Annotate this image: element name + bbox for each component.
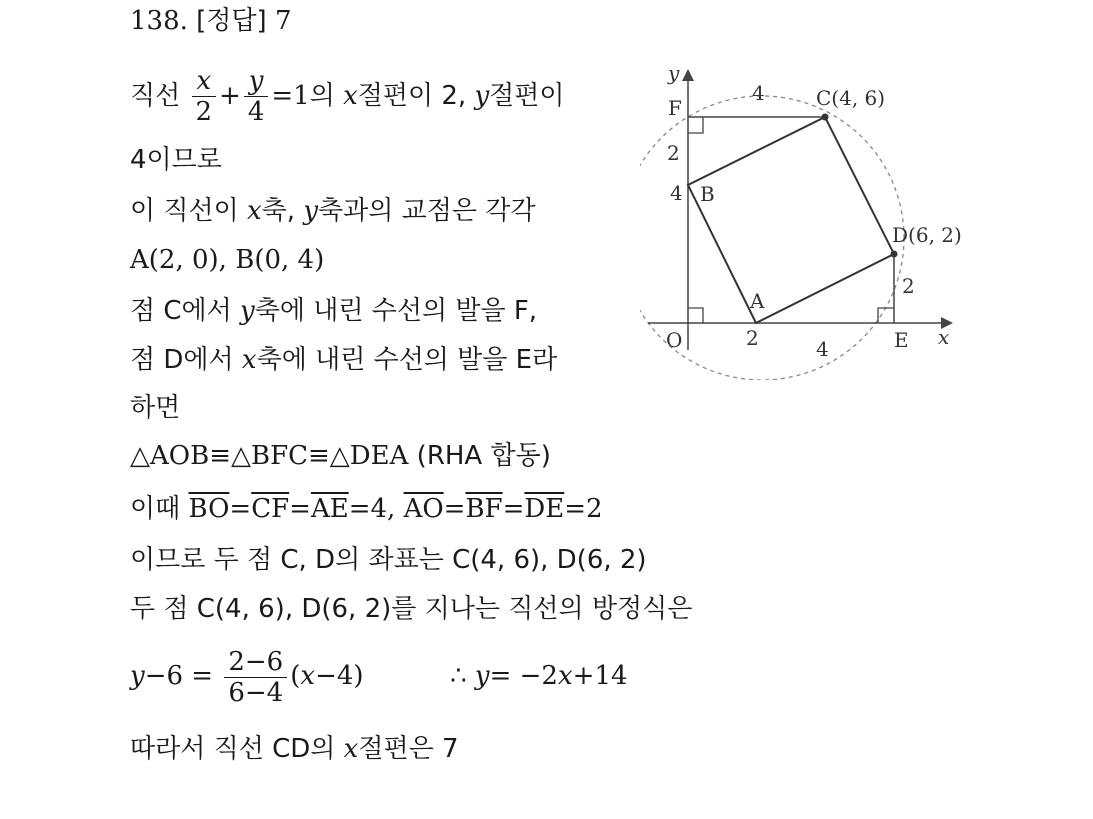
line-11: 두 점 C(4, 6), D(6, 2)를 지나는 직선의 방정식은: [130, 594, 693, 624]
answer-header: [130, 6, 292, 36]
line-2: 4이므로: [130, 145, 222, 175]
segment-cf: $\overline{CF}$: [251, 494, 290, 524]
var-x: x: [557, 661, 573, 691]
segment-ae: $\overline{AE}$: [310, 494, 349, 524]
equals: =: [443, 494, 466, 524]
congruence: △AOB≡△BFC≡△DEA: [130, 441, 409, 471]
line-7: 하면: [130, 393, 181, 423]
value: =2: [564, 494, 603, 524]
var-x: x: [241, 345, 257, 375]
text: 축,: [261, 196, 296, 226]
var-x: x: [343, 81, 358, 111]
equals: =: [229, 494, 252, 524]
var-y: y: [474, 81, 490, 111]
fraction-slope: [224, 647, 287, 708]
problem-number: 138.: [130, 6, 188, 36]
right-angle-f: [688, 117, 703, 133]
label-len-left: 2: [667, 141, 680, 165]
coordinate-figure: [640, 60, 980, 380]
fraction-y-over-4: [244, 66, 269, 127]
line-9: [130, 494, 603, 524]
text: =1의: [271, 81, 335, 111]
text: = −2: [489, 661, 558, 691]
label-f: F: [668, 96, 682, 120]
segment-bf: $\overline{BF}$: [465, 494, 503, 524]
right-angle-o: [688, 308, 703, 323]
text: (: [290, 661, 301, 691]
plus-sign: +: [219, 81, 241, 111]
var-x: x: [300, 661, 316, 691]
text: 점 D에서: [130, 345, 234, 375]
line-8: [130, 441, 551, 471]
equals: =: [502, 494, 525, 524]
var-y: y: [240, 296, 255, 326]
label-len-top: 4: [752, 81, 765, 105]
text: 따라서 직선 CD의: [130, 734, 336, 764]
label-b: B: [700, 182, 715, 206]
text: 이때: [130, 494, 181, 524]
denominator: 6−4: [228, 677, 284, 708]
numerator: 2−6: [224, 647, 287, 678]
text: 이 직선이: [130, 196, 239, 226]
text: 점 C에서: [130, 296, 232, 326]
square-abcd: [688, 117, 894, 323]
var-x: x: [247, 196, 262, 226]
text: −6 =: [144, 661, 214, 691]
fraction-x-over-2: [192, 66, 217, 127]
label-e: E: [894, 328, 909, 352]
text: 절편이 2,: [357, 81, 467, 111]
answer-value: 7: [274, 6, 292, 36]
label-d: D(6, 2): [892, 223, 962, 247]
line-12: [130, 641, 628, 711]
text: +14: [572, 661, 628, 691]
line-5: [130, 296, 537, 326]
text: 축에 내린 수선의 발을 F,: [254, 296, 538, 326]
denominator: 4: [247, 97, 265, 127]
text: 절편이: [489, 81, 565, 111]
line-1: [130, 66, 565, 127]
line-13: [130, 734, 459, 764]
segment-de: $\overline{DE}$: [524, 494, 565, 524]
label-a: A: [750, 289, 765, 313]
point-c: [822, 114, 829, 121]
var-y: y: [474, 661, 490, 691]
label-x-axis: x: [938, 325, 950, 349]
line-3: [130, 196, 536, 226]
segment-bo: $\overline{BO}$: [188, 494, 230, 524]
equals: =: [289, 494, 311, 524]
line-4: A(2, 0), B(0, 4): [130, 245, 325, 275]
label-origin: O: [666, 328, 683, 352]
therefore-symbol: ∴: [450, 661, 467, 691]
label-tick-4: 4: [670, 181, 683, 205]
var-y: y: [303, 196, 319, 226]
point-d: [891, 251, 898, 258]
label-len-bottom: 4: [816, 337, 829, 361]
segment-ao: $\overline{AO}$: [403, 494, 444, 524]
label-c: C(4, 6): [816, 86, 886, 110]
value: =4,: [348, 494, 396, 524]
numerator: x: [192, 66, 217, 97]
text: 직선: [130, 81, 181, 111]
denominator: 2: [195, 97, 213, 127]
line-6: [130, 345, 557, 375]
var-y: y: [130, 661, 145, 691]
text: −4): [315, 661, 364, 691]
numerator: y: [244, 66, 269, 97]
text: (RHA 합동): [416, 441, 551, 471]
text: 축에 내린 수선의 발을 E라: [256, 345, 558, 375]
text: 축과의 교점은 각각: [318, 196, 536, 226]
label-y-axis: y: [668, 61, 680, 85]
label-len-right: 2: [902, 274, 915, 298]
label-tick-2: 2: [746, 326, 759, 350]
answer-label: [정답]: [196, 6, 267, 36]
var-x: x: [343, 734, 359, 764]
line-10: 이므로 두 점 C, D의 좌표는 C(4, 6), D(6, 2): [130, 545, 647, 575]
text: 절편은 7: [358, 734, 459, 764]
